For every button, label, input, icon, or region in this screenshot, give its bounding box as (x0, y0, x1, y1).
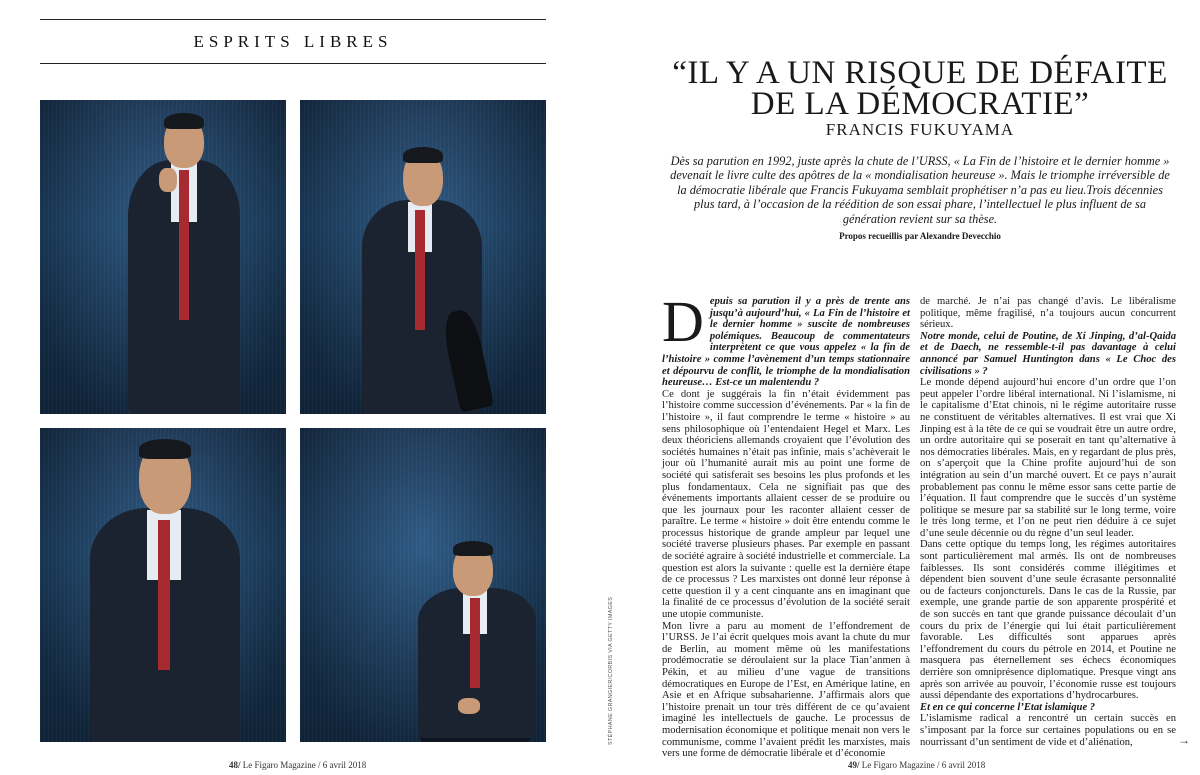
answer-2: Mon livre a paru au moment de l’effondrement de l’URSS. Je l’ai écrit quelques mois avant la chute du mur de Berlin, au moment même où les manifestations prodémocratie se déroulaient sur la place Tian’anmen à Pékin, et au milieu d’une vague de transitions démocratiques en Europe de l’Est, en Amérique latine, en Asie et en Afrique subsaharienne. J’affirmais alors que l’histoire prenait un tour très différent de ce qu’avaient imaginé les intellectuels de gauche. Le processus de modernisation économique et politique menait non vers le communisme, comme l’avaient prédit les marxistes, mais vers une forme de démocratie libérale et d’économie (662, 620, 910, 760)
top-rule (40, 19, 546, 20)
intro-paragraph: Dès sa parution en 1992, juste après la chute de l’URSS, « La Fin de l’histoire et le dernier homme » devenait le livre culte des apôtres de la « mondialisation heureuse ». Mais le triomphe irréversible de la démocratie libérale que Francis Fukuyama semblait prophétiser n’a pas eu lieu.Trois décennies plus tard, à l’occasion de la réédition de son essai phare, l’intellectuel le plus influent de sa génération revient sur sa thèse. (670, 154, 1170, 226)
text-column-2 (920, 296, 1176, 748)
portrait-photo-2 (300, 100, 546, 414)
right-page-number: 49/ (848, 760, 860, 770)
left-page-number: 48/ (229, 760, 241, 770)
text-column-1 (662, 289, 910, 760)
question-2: Notre monde, celui de Poutine, de Xi Jinping, d’al-Qaida et de Daech, ne ressemble-t-il pas davantage à celui annoncé par Samuel Huntington dans « Le Choc des civilisations » ? (920, 330, 1176, 377)
answer-5: L’islamisme radical a rencontré un certain succès en s’imposant par la force sur certaines populations ou en se nourrissant d’un sentiment de vide et d’aliénation, (920, 713, 1176, 748)
continue-arrow-icon: → (1178, 733, 1190, 747)
section-rule (40, 63, 546, 64)
answer-3: Le monde dépend aujourd’hui encore d’un ordre que l’on peut appeler l’ordre libéral international. Ni l’islamisme, ni le capitalisme d’Etat chinois, ni le régime autoritaire russe ne constituent de véritables alternatives. Il est vrai que Xi Jinping est à la tête de ce qui se voudrait être un autre ordre, un ordre autoritaire qui se poserait en tant qu’alternative à nos démocraties libérales. Mais, en y regardant de plus près, on s’aperçoit que la Chine profite aujourd’hui de son intégration au sein d’un marché ouvert. Et ce pays n’aurait probablement pas connu le même essor sans cette partie de l’équation. Il faut comprendre que le succès d’un système politique se mesure par sa stabilité sur le long terme, voire le très long terme, et l’on ne peut rien déduire à ce sujet d’une seule décennie ou du règne d’un seul leader. (920, 377, 1176, 539)
section-title: ESPRITS LIBRES (193, 32, 393, 51)
portrait-photo-1 (40, 100, 286, 414)
question-3: Et en ce qui concerne l’Etat islamique ? (920, 701, 1096, 713)
right-folio (848, 760, 985, 770)
headline-line-1: “IL Y A UN RISQUE DE DÉFAITE (672, 55, 1168, 91)
headline-line-2: DE LA DÉMOCRATIE” (750, 86, 1090, 122)
answer-4: Dans cette optique du temps long, les régimes autoritaires sont particulièrement mal armés. Ils ont de nombreuses faiblesses. Ils sont considérés comme illégitimes et dépendent bien souvent d’une seule écrasante personnalité ou de facteurs conjoncturels. Dans le cas de la Russie, par exemple, une grande partie de son apparente prospérité et de son succès en tant que grande puissance découlait d’un cours du prix de l’énergie qui lui était particulièrement favorable. Les difficultés sont apparues après l’effondrement du cours du pétrole en 2014, et Poutine ne masquera pas éternellement ses échecs économiques derrière son omniprésence diplomatique. Presque vingt ans après son arrivée au pouvoir, l’économie russe est toujours aussi dépendante des exportations d’hydrocarbures. (920, 539, 1176, 702)
portrait-photo-4 (300, 428, 546, 742)
right-page (600, 0, 1200, 775)
interview-credit: Propos recueillis par Alexandre Devecchio (839, 231, 1001, 241)
interviewee-name: FRANCIS FUKUYAMA (825, 120, 1015, 139)
answer-2-continued: de marché. Je n’ai pas changé d’avis. Le libéralisme politique, même fragilisé, n’a toujours aucun concurrent sérieux. (920, 296, 1176, 331)
question-1: epuis sa parution il y a près de trente ans jusqu’à aujourd’hui, « La Fin de l’histoire et le dernier homme » suscite de nombreuses polémiques. Beaucoup de commentateurs interprètent ce que vous appelez « la fin de l’histoire » comme l’avènement d’un temps stationnaire et dépourvu de conflit, le triomphe de la mondialisation heureuse… Est-ce un malentendu ? (662, 296, 910, 389)
headline (660, 55, 1180, 122)
drop-cap: D (662, 289, 704, 354)
portrait-photo-3 (40, 428, 286, 742)
left-folio (229, 760, 366, 770)
photo-credit: STÉPHANE GRANGIER/CORBIS VIA GETTY IMAGES (608, 596, 614, 745)
right-folio-text: Le Figaro Magazine / 6 avril 2018 (861, 760, 986, 770)
answer-1: Ce dont je suggérais la fin n’était évidemment pas l’histoire comme succession d’événements. Par « la fin de l’histoire », il faut comprendre le terme « histoire » au sens philosophique où l’entendaient Hegel et Marx. Les deux théoriciens allemands croyaient que l’évolution des sociétés humaines n’était pas infinie, mais s’achèverait le jour où l’humanité aurait mis au point une forme de société qui satisferait ses besoins les plus profonds et les plus fondamentaux. Cela ne signifiait pas que des événements importants allaient cesser de se produire ou que les journaux pour les raconter allaient cesser de paraître. Le terme « histoire » doit être entendu comme le processus historique de grande ampleur par lequel une société traverse plusieurs phases. Par exemple en passant de société agraire à société industrielle et commerciale. La question est alors la suivante : quelle est la dernière étape de ce processus ? Les marxistes ont donné leur réponse à cette question il y a cent cinquante ans en imaginant que la finalité de ce processus d’évolution de la société serait une utopie communiste. (662, 388, 910, 621)
left-folio-text: Le Figaro Magazine / 6 avril 2018 (242, 760, 367, 770)
